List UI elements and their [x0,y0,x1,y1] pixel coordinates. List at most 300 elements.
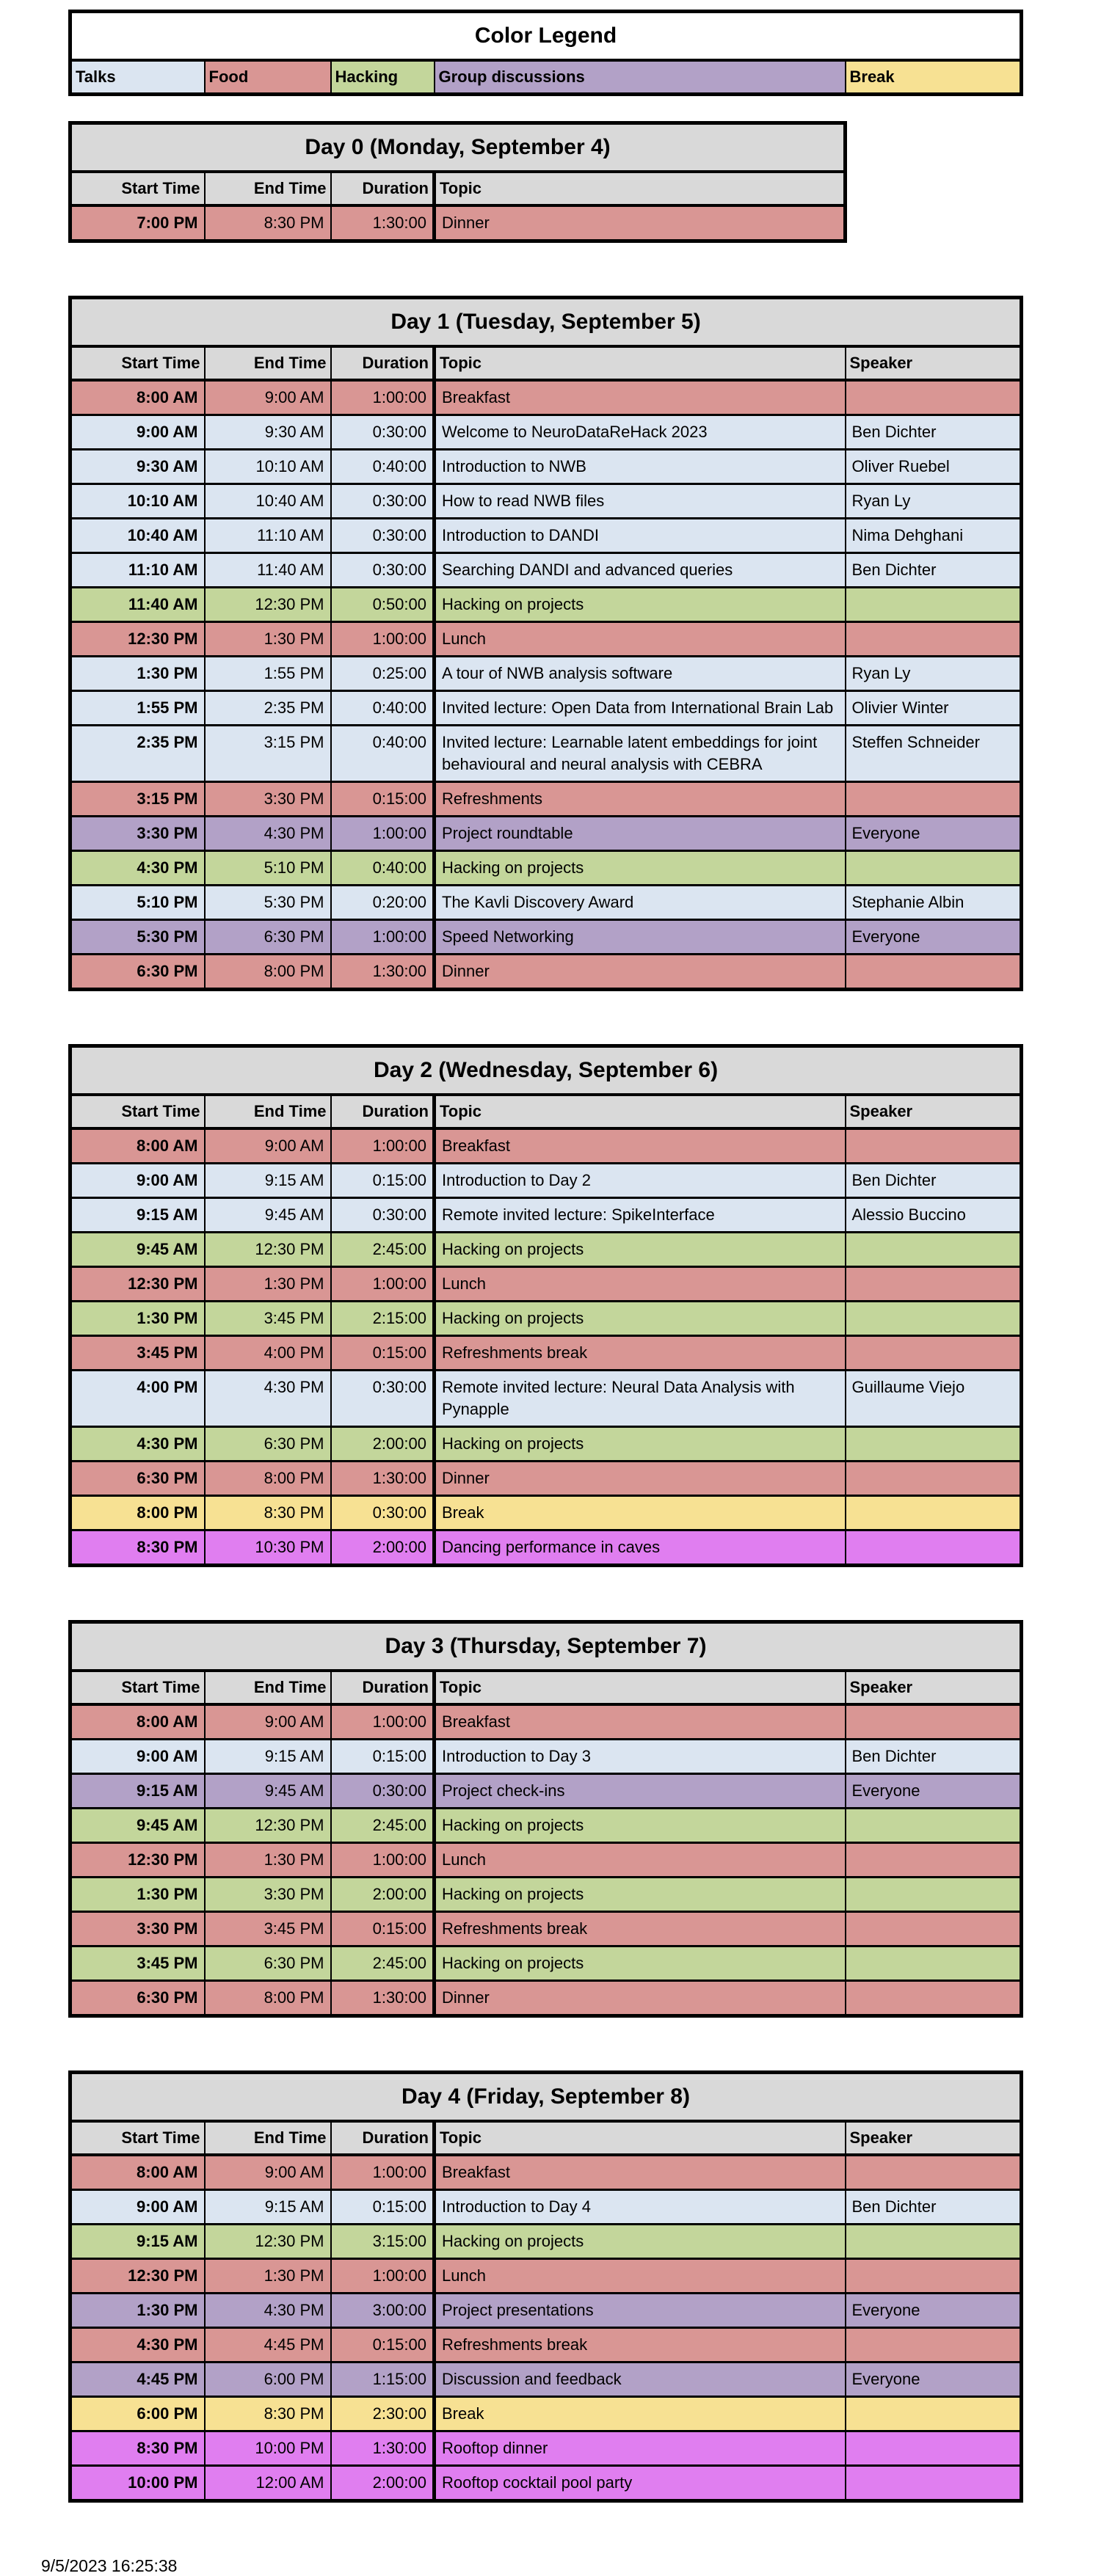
duration-cell: 1:15:00 [331,2362,435,2397]
end-cell: 4:30 PM [205,2294,331,2328]
column-header-row [70,1095,1022,1128]
duration-cell: 2:45:00 [331,1809,435,1843]
column-header-topic: Topic [435,172,846,205]
end-cell: 9:00 AM [205,1128,331,1164]
end-cell: 11:10 AM [205,519,331,553]
start-cell: 1:30 PM [70,1878,205,1912]
start-cell: 2:35 PM [70,726,205,782]
topic-cell: Introduction to DANDI [435,519,846,553]
start-cell: 7:00 PM [70,205,205,241]
duration-cell: 0:30:00 [331,484,435,519]
end-cell: 4:00 PM [205,1336,331,1371]
duration-cell: 0:30:00 [331,1496,435,1530]
end-cell: 3:15 PM [205,726,331,782]
duration-cell: 2:00:00 [331,2466,435,2501]
schedule-row [70,1981,1022,2016]
column-header-row [70,172,846,205]
start-cell: 1:30 PM [70,1302,205,1336]
topic-cell: Speed Networking [435,920,846,955]
speaker-cell: Ben Dichter [846,553,1022,588]
topic-cell: Refreshments break [435,1336,846,1371]
day-title: Day 3 (Thursday, September 7) [70,1622,1022,1671]
speaker-cell [846,1302,1022,1336]
duration-cell: 2:45:00 [331,1946,435,1981]
start-cell: 6:30 PM [70,955,205,990]
topic-cell: Dancing performance in caves [435,1530,846,1566]
column-header-row [70,346,1022,380]
start-cell: 12:30 PM [70,1267,205,1302]
schedule-row [70,2362,1022,2397]
start-cell: 11:10 AM [70,553,205,588]
start-cell: 8:30 PM [70,2431,205,2466]
start-cell: 6:30 PM [70,1462,205,1496]
speaker-cell [846,2225,1022,2259]
schedule-row [70,380,1022,415]
schedule-row [70,1336,1022,1371]
legend-table [68,10,1023,96]
schedule-row [70,1233,1022,1267]
schedule-row [70,1164,1022,1198]
speaker-cell [846,2259,1022,2294]
speaker-cell: Alessio Buccino [846,1198,1022,1233]
end-cell: 1:30 PM [205,622,331,657]
topic-cell: Project presentations [435,2294,846,2328]
end-cell: 6:30 PM [205,1427,331,1462]
end-cell: 10:40 AM [205,484,331,519]
duration-cell: 2:00:00 [331,1427,435,1462]
column-header-start: Start Time [70,346,205,380]
duration-cell: 2:00:00 [331,1530,435,1566]
schedule-row [70,553,1022,588]
duration-cell: 1:00:00 [331,1267,435,1302]
speaker-cell [846,1912,1022,1946]
topic-cell: Hacking on projects [435,588,846,622]
speaker-cell: Guillaume Viejo [846,1371,1022,1427]
duration-cell: 1:00:00 [331,1843,435,1878]
end-cell: 4:30 PM [205,817,331,851]
duration-cell: 0:40:00 [331,851,435,886]
column-header-duration: Duration [331,1671,435,1704]
end-cell: 12:00 AM [205,2466,331,2501]
duration-cell: 0:30:00 [331,519,435,553]
column-header-start: Start Time [70,2121,205,2155]
speaker-cell: Everyone [846,2362,1022,2397]
end-cell: 9:15 AM [205,2190,331,2225]
end-cell: 9:45 AM [205,1198,331,1233]
column-header-duration: Duration [331,1095,435,1128]
schedule-row [70,588,1022,622]
topic-cell: Project check-ins [435,1774,846,1809]
day-table-2 [68,1044,1023,1567]
schedule-row [70,726,1022,782]
end-cell: 9:15 AM [205,1740,331,1774]
topic-cell: Introduction to NWB [435,450,846,484]
end-cell: 4:45 PM [205,2328,331,2362]
column-header-end: End Time [205,346,331,380]
start-cell: 3:45 PM [70,1336,205,1371]
column-header-end: End Time [205,1095,331,1128]
topic-cell: Lunch [435,1843,846,1878]
duration-cell: 1:30:00 [331,2431,435,2466]
schedule-row [70,2328,1022,2362]
duration-cell: 0:15:00 [331,2190,435,2225]
duration-cell: 0:25:00 [331,657,435,691]
schedule-row [70,2155,1022,2190]
topic-cell: Breakfast [435,1704,846,1740]
day-table-1 [68,296,1023,991]
start-cell: 3:15 PM [70,782,205,817]
schedule-row [70,920,1022,955]
topic-cell: Hacking on projects [435,851,846,886]
topic-cell: Dinner [435,955,846,990]
day-table-3 [68,1620,1023,2018]
schedule-row [70,1198,1022,1233]
end-cell: 10:00 PM [205,2431,331,2466]
start-cell: 1:30 PM [70,2294,205,2328]
day-title-row [70,123,846,172]
topic-cell: Hacking on projects [435,1233,846,1267]
footer-timestamp: 9/5/2023 16:25:38 [41,2556,178,2575]
topic-cell: Breakfast [435,1128,846,1164]
duration-cell: 0:15:00 [331,1336,435,1371]
schedule-row [70,1462,1022,1496]
start-cell: 9:00 AM [70,1740,205,1774]
duration-cell: 0:50:00 [331,588,435,622]
speaker-cell [846,622,1022,657]
schedule-row [70,1774,1022,1809]
start-cell: 3:45 PM [70,1946,205,1981]
duration-cell: 2:45:00 [331,1233,435,1267]
schedule-row [70,851,1022,886]
speaker-cell [846,380,1022,415]
end-cell: 5:30 PM [205,886,331,920]
schedule-row [70,415,1022,450]
column-header-speaker: Speaker [846,346,1022,380]
schedule-row [70,450,1022,484]
day-table-0 [68,121,847,243]
start-cell: 12:30 PM [70,622,205,657]
end-cell: 9:15 AM [205,1164,331,1198]
start-cell: 9:15 AM [70,1774,205,1809]
speaker-cell [846,782,1022,817]
day-title: Day 2 (Wednesday, September 6) [70,1046,1022,1095]
day-title-row [70,1046,1022,1095]
speaker-cell [846,2328,1022,2362]
topic-cell: Hacking on projects [435,1302,846,1336]
speaker-cell [846,1336,1022,1371]
start-cell: 1:30 PM [70,657,205,691]
end-cell: 2:35 PM [205,691,331,726]
start-cell: 9:45 AM [70,1809,205,1843]
duration-cell: 0:30:00 [331,1774,435,1809]
start-cell: 8:00 AM [70,1128,205,1164]
end-cell: 3:45 PM [205,1912,331,1946]
topic-cell: Lunch [435,622,846,657]
duration-cell: 3:15:00 [331,2225,435,2259]
legend-item-group: Group discussions [435,60,846,95]
start-cell: 9:30 AM [70,450,205,484]
speaker-cell: Ben Dichter [846,415,1022,450]
end-cell: 10:30 PM [205,1530,331,1566]
duration-cell: 1:00:00 [331,920,435,955]
day-title: Day 4 (Friday, September 8) [70,2073,1022,2122]
speaker-cell [846,588,1022,622]
end-cell: 12:30 PM [205,1809,331,1843]
speaker-cell: Everyone [846,2294,1022,2328]
start-cell: 10:10 AM [70,484,205,519]
topic-cell: Introduction to Day 4 [435,2190,846,2225]
end-cell: 12:30 PM [205,1233,331,1267]
speaker-cell [846,1878,1022,1912]
duration-cell: 1:00:00 [331,817,435,851]
topic-cell: Rooftop dinner [435,2431,846,2466]
topic-cell: Breakfast [435,380,846,415]
end-cell: 3:30 PM [205,1878,331,1912]
end-cell: 5:10 PM [205,851,331,886]
schedule-row [70,886,1022,920]
schedule-row [70,1946,1022,1981]
end-cell: 9:00 AM [205,2155,331,2190]
schedule-row [70,622,1022,657]
speaker-cell [846,955,1022,990]
legend-item-talks: Talks [70,60,205,95]
day-table-4 [68,2070,1023,2503]
duration-cell: 1:30:00 [331,955,435,990]
start-cell: 3:30 PM [70,1912,205,1946]
start-cell: 1:55 PM [70,691,205,726]
speaker-cell: Ryan Ly [846,484,1022,519]
topic-cell: Rooftop cocktail pool party [435,2466,846,2501]
topic-cell: Lunch [435,1267,846,1302]
schedule-row [70,1912,1022,1946]
duration-cell: 2:15:00 [331,1302,435,1336]
schedule-row [70,1878,1022,1912]
schedule-row [70,2294,1022,2328]
speaker-cell [846,1462,1022,1496]
legend-item-break: Break [846,60,1022,95]
legend-item-hacking: Hacking [331,60,435,95]
speaker-cell: Ryan Ly [846,657,1022,691]
schedule-row [70,955,1022,990]
schedule-row [70,519,1022,553]
topic-cell: Refreshments [435,782,846,817]
column-header-start: Start Time [70,1671,205,1704]
topic-cell: Remote invited lecture: SpikeInterface [435,1198,846,1233]
start-cell: 9:45 AM [70,1233,205,1267]
topic-cell: Hacking on projects [435,1946,846,1981]
start-cell: 9:00 AM [70,2190,205,2225]
schedule-row [70,1128,1022,1164]
duration-cell: 1:00:00 [331,380,435,415]
schedule-row [70,2466,1022,2501]
schedule-row [70,782,1022,817]
duration-cell: 1:00:00 [331,1704,435,1740]
column-header-end: End Time [205,2121,331,2155]
topic-cell: Dinner [435,1981,846,2016]
start-cell: 9:00 AM [70,415,205,450]
end-cell: 3:45 PM [205,1302,331,1336]
column-header-start: Start Time [70,172,205,205]
duration-cell: 0:40:00 [331,726,435,782]
speaker-cell [846,1981,1022,2016]
duration-cell: 1:00:00 [331,2259,435,2294]
topic-cell: Introduction to Day 3 [435,1740,846,1774]
end-cell: 8:30 PM [205,1496,331,1530]
topic-cell: Invited lecture: Open Data from International Brain Lab [435,691,846,726]
column-header-start: Start Time [70,1095,205,1128]
speaker-cell [846,1496,1022,1530]
duration-cell: 0:20:00 [331,886,435,920]
column-header-speaker: Speaker [846,1095,1022,1128]
schedule-row [70,484,1022,519]
legend-items-row [70,60,1022,95]
start-cell: 8:00 AM [70,1704,205,1740]
legend-title: Color Legend [70,12,1022,61]
column-header-row [70,2121,1022,2155]
speaker-cell: Ben Dichter [846,2190,1022,2225]
column-header-row [70,1671,1022,1704]
topic-cell: Invited lecture: Learnable latent embeddings for joint behavioural and neural analysis with CEBRA [435,726,846,782]
start-cell: 8:00 PM [70,1496,205,1530]
speaker-cell: Ben Dichter [846,1740,1022,1774]
schedule-row [70,2190,1022,2225]
speaker-cell [846,1843,1022,1878]
schedule-row [70,1843,1022,1878]
legend-title-row [70,12,1022,61]
speaker-cell [846,851,1022,886]
topic-cell: Project roundtable [435,817,846,851]
end-cell: 1:30 PM [205,1267,331,1302]
start-cell: 5:10 PM [70,886,205,920]
end-cell: 8:00 PM [205,1981,331,2016]
start-cell: 9:15 AM [70,1198,205,1233]
speaker-cell: Everyone [846,1774,1022,1809]
duration-cell: 1:00:00 [331,2155,435,2190]
topic-cell: Refreshments break [435,2328,846,2362]
duration-cell: 0:30:00 [331,415,435,450]
end-cell: 3:30 PM [205,782,331,817]
topic-cell: Discussion and feedback [435,2362,846,2397]
speaker-cell [846,2466,1022,2501]
speaker-cell [846,1704,1022,1740]
topic-cell: Refreshments break [435,1912,846,1946]
speaker-cell [846,1530,1022,1566]
duration-cell: 1:30:00 [331,205,435,241]
speaker-cell [846,2431,1022,2466]
day-title-row [70,298,1022,347]
column-header-speaker: Speaker [846,2121,1022,2155]
duration-cell: 0:15:00 [331,782,435,817]
topic-cell: Welcome to NeuroDataReHack 2023 [435,415,846,450]
start-cell: 10:40 AM [70,519,205,553]
day-title-row [70,1622,1022,1671]
start-cell: 4:30 PM [70,2328,205,2362]
speaker-cell [846,1128,1022,1164]
duration-cell: 0:40:00 [331,691,435,726]
start-cell: 12:30 PM [70,1843,205,1878]
topic-cell: Hacking on projects [435,1427,846,1462]
schedule-document [41,10,1101,2576]
topic-cell: Breakfast [435,2155,846,2190]
topic-cell: Hacking on projects [435,1878,846,1912]
end-cell: 4:30 PM [205,1371,331,1427]
start-cell: 12:30 PM [70,2259,205,2294]
start-cell: 11:40 AM [70,588,205,622]
topic-cell: Hacking on projects [435,2225,846,2259]
speaker-cell [846,1233,1022,1267]
column-header-topic: Topic [435,346,846,380]
end-cell: 9:45 AM [205,1774,331,1809]
schedule-row [70,1302,1022,1336]
schedule-row [70,2259,1022,2294]
schedule-row [70,2431,1022,2466]
schedule-row [70,657,1022,691]
speaker-cell: Olivier Winter [846,691,1022,726]
topic-cell: Searching DANDI and advanced queries [435,553,846,588]
duration-cell: 3:00:00 [331,2294,435,2328]
duration-cell: 0:40:00 [331,450,435,484]
end-cell: 1:30 PM [205,1843,331,1878]
speaker-cell: Steffen Schneider [846,726,1022,782]
duration-cell: 0:30:00 [331,1198,435,1233]
schedule-row [70,1267,1022,1302]
duration-cell: 1:00:00 [331,1128,435,1164]
end-cell: 6:00 PM [205,2362,331,2397]
end-cell: 12:30 PM [205,2225,331,2259]
start-cell: 9:00 AM [70,1164,205,1198]
column-header-topic: Topic [435,2121,846,2155]
duration-cell: 0:15:00 [331,1912,435,1946]
speaker-cell [846,2155,1022,2190]
end-cell: 9:00 AM [205,380,331,415]
topic-cell: The Kavli Discovery Award [435,886,846,920]
day-tables-container [68,121,1101,2503]
start-cell: 10:00 PM [70,2466,205,2501]
duration-cell: 0:15:00 [331,2328,435,2362]
schedule-row [70,1530,1022,1566]
duration-cell: 0:30:00 [331,1371,435,1427]
day-title: Day 1 (Tuesday, September 5) [70,298,1022,347]
speaker-cell: Everyone [846,817,1022,851]
column-header-end: End Time [205,172,331,205]
speaker-cell [846,2397,1022,2431]
end-cell: 12:30 PM [205,588,331,622]
column-header-duration: Duration [331,2121,435,2155]
start-cell: 4:45 PM [70,2362,205,2397]
start-cell: 6:30 PM [70,1981,205,2016]
start-cell: 8:00 AM [70,380,205,415]
duration-cell: 0:30:00 [331,553,435,588]
schedule-row [70,205,846,241]
topic-cell: A tour of NWB analysis software [435,657,846,691]
end-cell: 8:30 PM [205,205,331,241]
topic-cell: Lunch [435,2259,846,2294]
start-cell: 9:15 AM [70,2225,205,2259]
speaker-cell [846,1427,1022,1462]
duration-cell: 0:15:00 [331,1740,435,1774]
speaker-cell: Nima Dehghani [846,519,1022,553]
schedule-row [70,1704,1022,1740]
column-header-topic: Topic [435,1671,846,1704]
column-header-topic: Topic [435,1095,846,1128]
schedule-row [70,1427,1022,1462]
column-header-end: End Time [205,1671,331,1704]
start-cell: 5:30 PM [70,920,205,955]
start-cell: 8:30 PM [70,1530,205,1566]
start-cell: 4:30 PM [70,851,205,886]
end-cell: 1:30 PM [205,2259,331,2294]
speaker-cell [846,1809,1022,1843]
